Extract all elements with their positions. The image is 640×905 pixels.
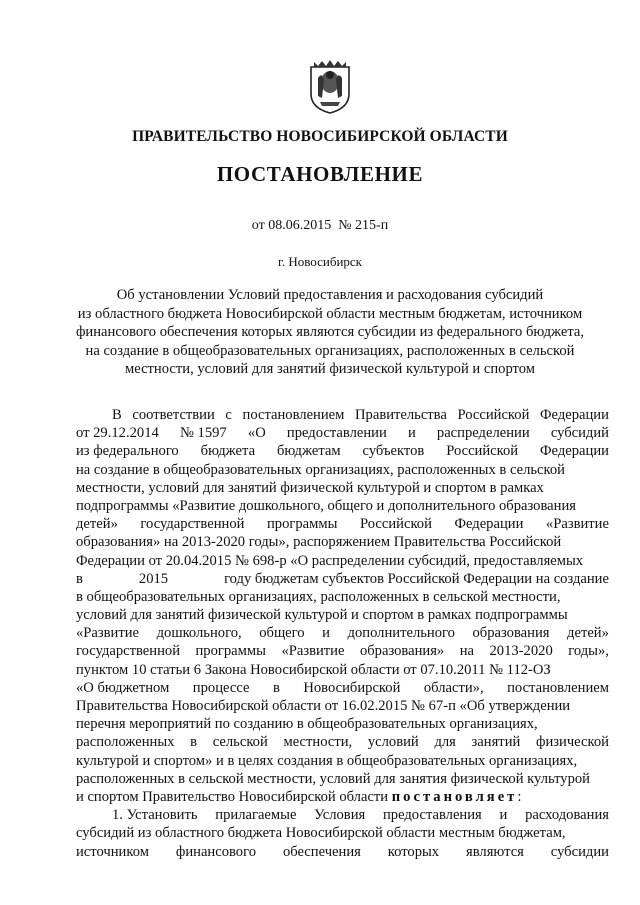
body-text: в xyxy=(272,679,280,696)
body-line xyxy=(76,515,609,533)
body-text: в xyxy=(190,734,198,751)
body-text: процессе xyxy=(192,679,250,696)
body-line xyxy=(76,406,609,424)
body-text: детей» xyxy=(567,625,609,642)
body-text: государственной xyxy=(76,643,181,660)
item-1-paragraph xyxy=(76,806,609,861)
body-text: Федерации xyxy=(540,407,609,423)
body-text: 2013-2020 xyxy=(489,643,553,660)
body-text: расположенных xyxy=(76,734,175,751)
body-text: и xyxy=(407,425,416,442)
decree-colon: : xyxy=(517,788,522,805)
body-text: обеспечения xyxy=(282,843,361,860)
body-text: «Развитие xyxy=(76,625,140,642)
body-text: бюджетам xyxy=(276,443,341,460)
body-text: программы xyxy=(266,516,338,533)
body-text: бюджета xyxy=(200,443,256,460)
body-text: подпрограммы «Развитие дошкольного, общего и дополнительного образования xyxy=(76,497,576,514)
subject-line: финансового обеспечения которых являются субсидии из федерального бюджета, xyxy=(75,324,585,340)
document-date-line xyxy=(0,218,640,234)
body-line xyxy=(76,661,609,679)
body-text: образования» xyxy=(359,643,445,660)
document-body xyxy=(76,406,609,861)
body-text: занятий xyxy=(471,734,521,751)
document-city: г. Новосибирск xyxy=(277,254,362,269)
body-text: из федерального xyxy=(76,443,179,460)
body-text: Правительства xyxy=(355,407,447,423)
body-line xyxy=(76,806,609,824)
body-text: местности, xyxy=(283,734,353,751)
body-text: образования» на 2013-2020 годы», распоряжением Правительства Российской xyxy=(76,534,562,551)
body-text: предоставлении xyxy=(286,425,387,442)
body-text: и xyxy=(322,625,330,642)
body-line xyxy=(76,679,609,697)
body-text: перечня мероприятий по созданию в общеобразовательных организациях, xyxy=(76,716,538,733)
coat-of-arms-icon xyxy=(308,58,352,114)
body-text: году бюджетам субъектов Российской Федерации на создание xyxy=(224,570,609,587)
body-text: предоставления xyxy=(382,807,482,824)
body-line xyxy=(76,824,609,842)
body-text: Федерации от 20.04.2015 № 698-р «О распределении субсидий, предоставляемых xyxy=(76,552,584,569)
body-line xyxy=(76,588,609,606)
body-text: Правительства Новосибирской области от 16.02.2015 № 67-п «Об утверждении xyxy=(76,698,571,714)
body-line xyxy=(76,770,609,788)
body-line xyxy=(76,461,609,479)
body-text: соответствии xyxy=(132,407,215,423)
body-text: Российской xyxy=(457,407,530,423)
body-text: годы», xyxy=(568,643,609,660)
preamble-paragraph xyxy=(76,406,609,788)
body-line xyxy=(76,624,609,642)
body-text: на xyxy=(459,643,475,660)
body-text: Федерации xyxy=(540,443,609,460)
document-subject xyxy=(70,286,590,379)
government-name: ПРАВИТЕЛЬСТВО НОВОСИБИРСКОЙ ОБЛАСТИ xyxy=(132,128,508,145)
body-line xyxy=(76,424,609,442)
body-text: «О бюджетном xyxy=(76,679,170,696)
body-text: финансового xyxy=(175,843,257,860)
body-text: образования xyxy=(472,625,550,642)
body-text: являются xyxy=(466,843,524,860)
body-text: условий xyxy=(367,734,419,751)
body-text: субсидий из областного бюджета Новосибирской области местным бюджетам, xyxy=(76,825,566,842)
body-text: 1. Установить xyxy=(112,807,198,824)
body-text: Федерации xyxy=(454,516,524,533)
body-text: с xyxy=(225,407,232,423)
subject-line: местности, условий для занятий физической культурой и спортом xyxy=(125,361,535,377)
body-text: которых xyxy=(387,843,440,860)
body-text: пунктом 10 статьи 6 Закона Новосибирской области от 07.10.2011 № 112-ОЗ xyxy=(76,661,551,678)
body-text: на создание в общеобразовательных организациях, расположенных в сельской xyxy=(76,461,565,478)
body-text: детей» xyxy=(76,516,118,533)
body-text: постановлением xyxy=(242,407,345,423)
body-line xyxy=(76,497,609,515)
body-text: государственной xyxy=(140,516,245,533)
body-line xyxy=(76,570,609,588)
body-line xyxy=(76,552,609,570)
body-line xyxy=(76,533,609,551)
body-text: прилагаемые xyxy=(215,807,297,824)
subject-line: Об установлении Условий предоставления и расходования субсидий xyxy=(116,287,544,303)
body-text: Российской xyxy=(446,443,519,460)
decree-word: постановляет xyxy=(391,788,518,805)
body-text: и спортом Правительство Новосибирской области xyxy=(76,788,389,805)
document-type: ПОСТАНОВЛЕНИЕ xyxy=(216,162,424,186)
body-text: дошкольного, xyxy=(156,625,242,642)
body-text: для xyxy=(434,734,456,751)
body-text: культурой и спортом» и в целях создания в общеобразовательных организациях, xyxy=(76,752,578,769)
body-line xyxy=(76,479,609,497)
body-line xyxy=(76,642,609,660)
body-text: в xyxy=(76,570,83,587)
body-text: В xyxy=(112,407,122,423)
document-date: от 08.06.2015 xyxy=(251,218,332,233)
body-text: местности, условий для занятий физической культурой и спортом в рамках xyxy=(76,479,544,496)
body-line xyxy=(76,715,609,733)
body-text: программы xyxy=(195,643,266,660)
body-line xyxy=(76,843,609,861)
body-text: расходования xyxy=(525,807,609,824)
body-text: физической xyxy=(536,734,609,751)
body-line xyxy=(76,697,609,715)
body-line xyxy=(76,752,609,770)
body-text: сельской xyxy=(212,734,268,751)
body-text: 2015 xyxy=(138,570,169,587)
body-text: общего xyxy=(259,625,305,642)
body-line xyxy=(76,442,609,460)
body-text: субсидий xyxy=(550,425,609,442)
body-text: и xyxy=(499,807,508,824)
body-line xyxy=(76,606,609,624)
subject-line: из областного бюджета Новосибирской области местным бюджетам, источником xyxy=(77,305,583,322)
body-text: области», xyxy=(423,679,484,696)
body-text: Новосибирской xyxy=(303,679,401,696)
body-text: субъектов xyxy=(362,443,425,460)
body-text: дополнительного xyxy=(347,625,455,642)
body-text: № 1597 xyxy=(179,425,227,442)
body-text: «О xyxy=(247,425,266,442)
body-text: Условия xyxy=(314,807,366,824)
body-text: Российской xyxy=(359,516,432,533)
body-line xyxy=(76,788,609,806)
body-text: распределении xyxy=(436,425,530,442)
body-text: условий для занятий физической культурой и спортом в рамках подпрограммы xyxy=(76,607,568,624)
body-text: «Развитие xyxy=(545,516,609,533)
body-text: «Развитие xyxy=(281,643,345,660)
body-line xyxy=(76,733,609,751)
subject-line: на создание в общеобразовательных организациях, расположенных в сельской xyxy=(85,342,575,359)
body-text: расположенных в сельской местности, условий для занятия физической культурой xyxy=(76,770,590,787)
body-text: в общеобразовательных организациях, расположенных в сельской местности, xyxy=(76,588,561,605)
body-text: субсидии xyxy=(550,843,609,860)
body-text: постановлением xyxy=(507,679,609,696)
document-number: № 215-п xyxy=(338,218,389,233)
body-text: от 29.12.2014 xyxy=(76,425,159,442)
body-text: источником xyxy=(76,843,149,860)
